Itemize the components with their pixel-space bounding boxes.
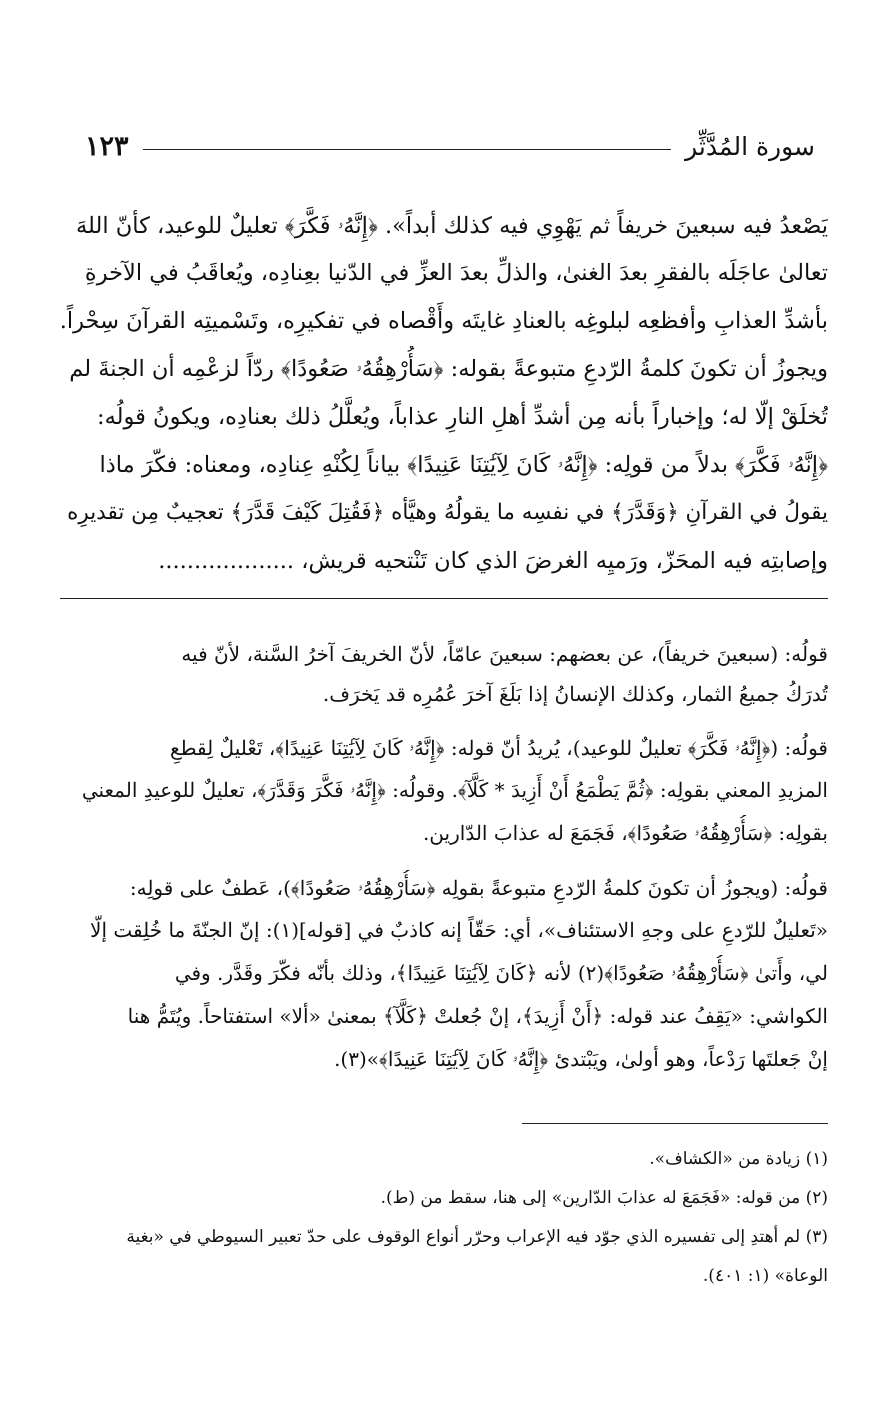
commentary-separator xyxy=(60,598,828,599)
commentary-line: قولُه: (ويجوزُ أن تكونَ كلمةُ الرّدعِ متبوعةً بقولِه ﴿سَأُرْهِقُهُۥ صَعُودًا﴾)، عَطفٌ على قولِه: xyxy=(129,876,828,900)
main-text-line: يَصْعدُ فيه سبعينَ خريفاً ثم يَهْوِي فيه كذلك أبداً». ﴿إِنَّهُۥ فَكَّرَ﴾ تعليلٌ للوعيد، كأنّ اللهَ xyxy=(75,213,828,239)
commentary-line: المزيدِ المعني بقولِه: ﴿ثُمَّ يَطْمَعُ أَنْ أَزِيدَ * كَلَّآ﴾. وقولُه: ﴿إِنَّهُۥ فَكَّرَ وَقَدَّرَ﴾، تعليلٌ للوعيدِ المعني xyxy=(81,778,828,802)
page-number: ١٢٣ xyxy=(85,130,129,162)
page-header xyxy=(85,125,815,167)
footnote: (٣) لم أهتدِ إلى تفسيره الذي جوّد فيه الإعراب وحرّر أنواع الوقوف على حدّ تعبير السيوطي في «بغية xyxy=(126,1227,828,1247)
commentary-line: الكواشي: «يَقِفُ عند قوله: ﴿أَنْ أَزِيدَ﴾، إنْ جُعلتْ ﴿كَلَّآ﴾ بمعنىٰ «ألا» استفتاحاً. ويُتَمُّ هنا xyxy=(127,1004,828,1028)
header-rule xyxy=(143,149,672,150)
main-text-line: ﴿إِنَّهُۥ فَكَّرَ﴾ بدلاً من قولِه: ﴿إِنَّهُۥ كَانَ لِآيَٰتِنَا عَنِيدًا﴾ بياناً لِكُنْهِ عِنادِه، ومعناه: فكّرَ ماذا xyxy=(99,452,828,478)
commentary-line: تُدرَكُ جميعُ الثمار، وكذلك الإنسانُ إذا بَلَغَ آخرَ عُمُرِه قد يَخرَف. xyxy=(322,682,828,706)
main-text-line: ويجوزُ أن تكونَ كلمةُ الرّدعِ متبوعةً بقوله: ﴿سَأُرْهِقُهُۥ صَعُودًا﴾ ردّاً لزعْمِه أن الجنةَ لم xyxy=(69,356,828,382)
footnote-continuation: الوعاة» (١: ٤٠١). xyxy=(702,1266,828,1286)
main-text-line: تُخلَقْ إلّا له؛ وإخباراً بأنه مِن أشدِّ أهلِ النارِ عذاباً، ويُعلَّلُ ذلك بعنادِه، ويكونُ قولُه: xyxy=(97,404,828,430)
commentary-line: لي، وأَتىٰ ﴿سَأُرْهِقُهُۥ صَعُودًا﴾(٢) لأنه ﴿كَانَ لِآيَٰتِنَا عَنِيدًا﴾، وذلك بأنّه فكّرَ وقَدَّر. وفي xyxy=(174,961,828,985)
footnote: (٢) من قوله: «فَجَمَعَ له عذابَ الدّارين» إلى هنا، سقط من (ط). xyxy=(380,1188,828,1208)
commentary-line: «تَعليلٌ للرّدعِ على وجهِ الاستئناف»، أي: حَقّاً إنه كاذبٌ في [قوله](١): إنّ الجنّةَ ما خُلِقت إلّا xyxy=(90,918,828,942)
footnote-separator xyxy=(522,1123,828,1124)
main-text-line: تعالىٰ عاجَلَه بالفقرِ بعدَ الغنىٰ، والذلِّ بعدَ العزِّ في الدّنيا بعِنادِه، ويُعاقَبُ في الآخرةِ xyxy=(84,260,828,286)
commentary-line: قولُه: (﴿إِنَّهُۥ فَكَّرَ﴾ تعليلٌ للوعيد)، يُريدُ أنّ قوله: ﴿إِنَّهُۥ كَانَ لِآيَٰتِنَا عَنِيدًا﴾، تَعْليلٌ لِقطعِ xyxy=(169,736,828,760)
main-text-line: يقولُ في القرآنِ ﴿وَقَدَّرَ﴾ في نفسِه ما يقولُهُ وهيَّأه ﴿فَقُتِلَ كَيْفَ قَدَّرَ﴾ تعجيبٌ مِن تقديرِه xyxy=(67,500,828,525)
surah-title: سورة المُدَّثِّر xyxy=(685,131,815,161)
commentary-line: قولُه: (سبعينَ خريفاً)، عن بعضهم: سبعينَ عامّاً، لأنّ الخريفَ آخرُ السَّنة، لأنّ فيه xyxy=(181,642,828,666)
main-text-line: وإصابتِه فيه المحَزّ، ورَميِه الغرضَ الذي كان تَنْتحيه قريش، ................... xyxy=(158,548,828,574)
footnote: (١) زيادة من «الكشاف». xyxy=(649,1149,828,1169)
main-text-line: بأشدِّ العذابِ وأفظعِه لبلوغِه بالعنادِ غايتَه وأَقْصاه في تفكيرِه، وتَسْميتِه القرآنَ سِحْراً. xyxy=(60,308,828,334)
commentary-line: بقولِه: ﴿سَأُرْهِقُهُۥ صَعُودًا﴾، فَجَمَعَ له عذابَ الدّارين. xyxy=(422,821,828,845)
commentary-line: إنْ جَعلتَها رَدْعاً، وهو أولىٰ، ويَبْتدئ ﴿إِنَّهُۥ كَانَ لِآيَٰتِنَا عَنِيدًا﴾»(٣). xyxy=(334,1047,828,1071)
